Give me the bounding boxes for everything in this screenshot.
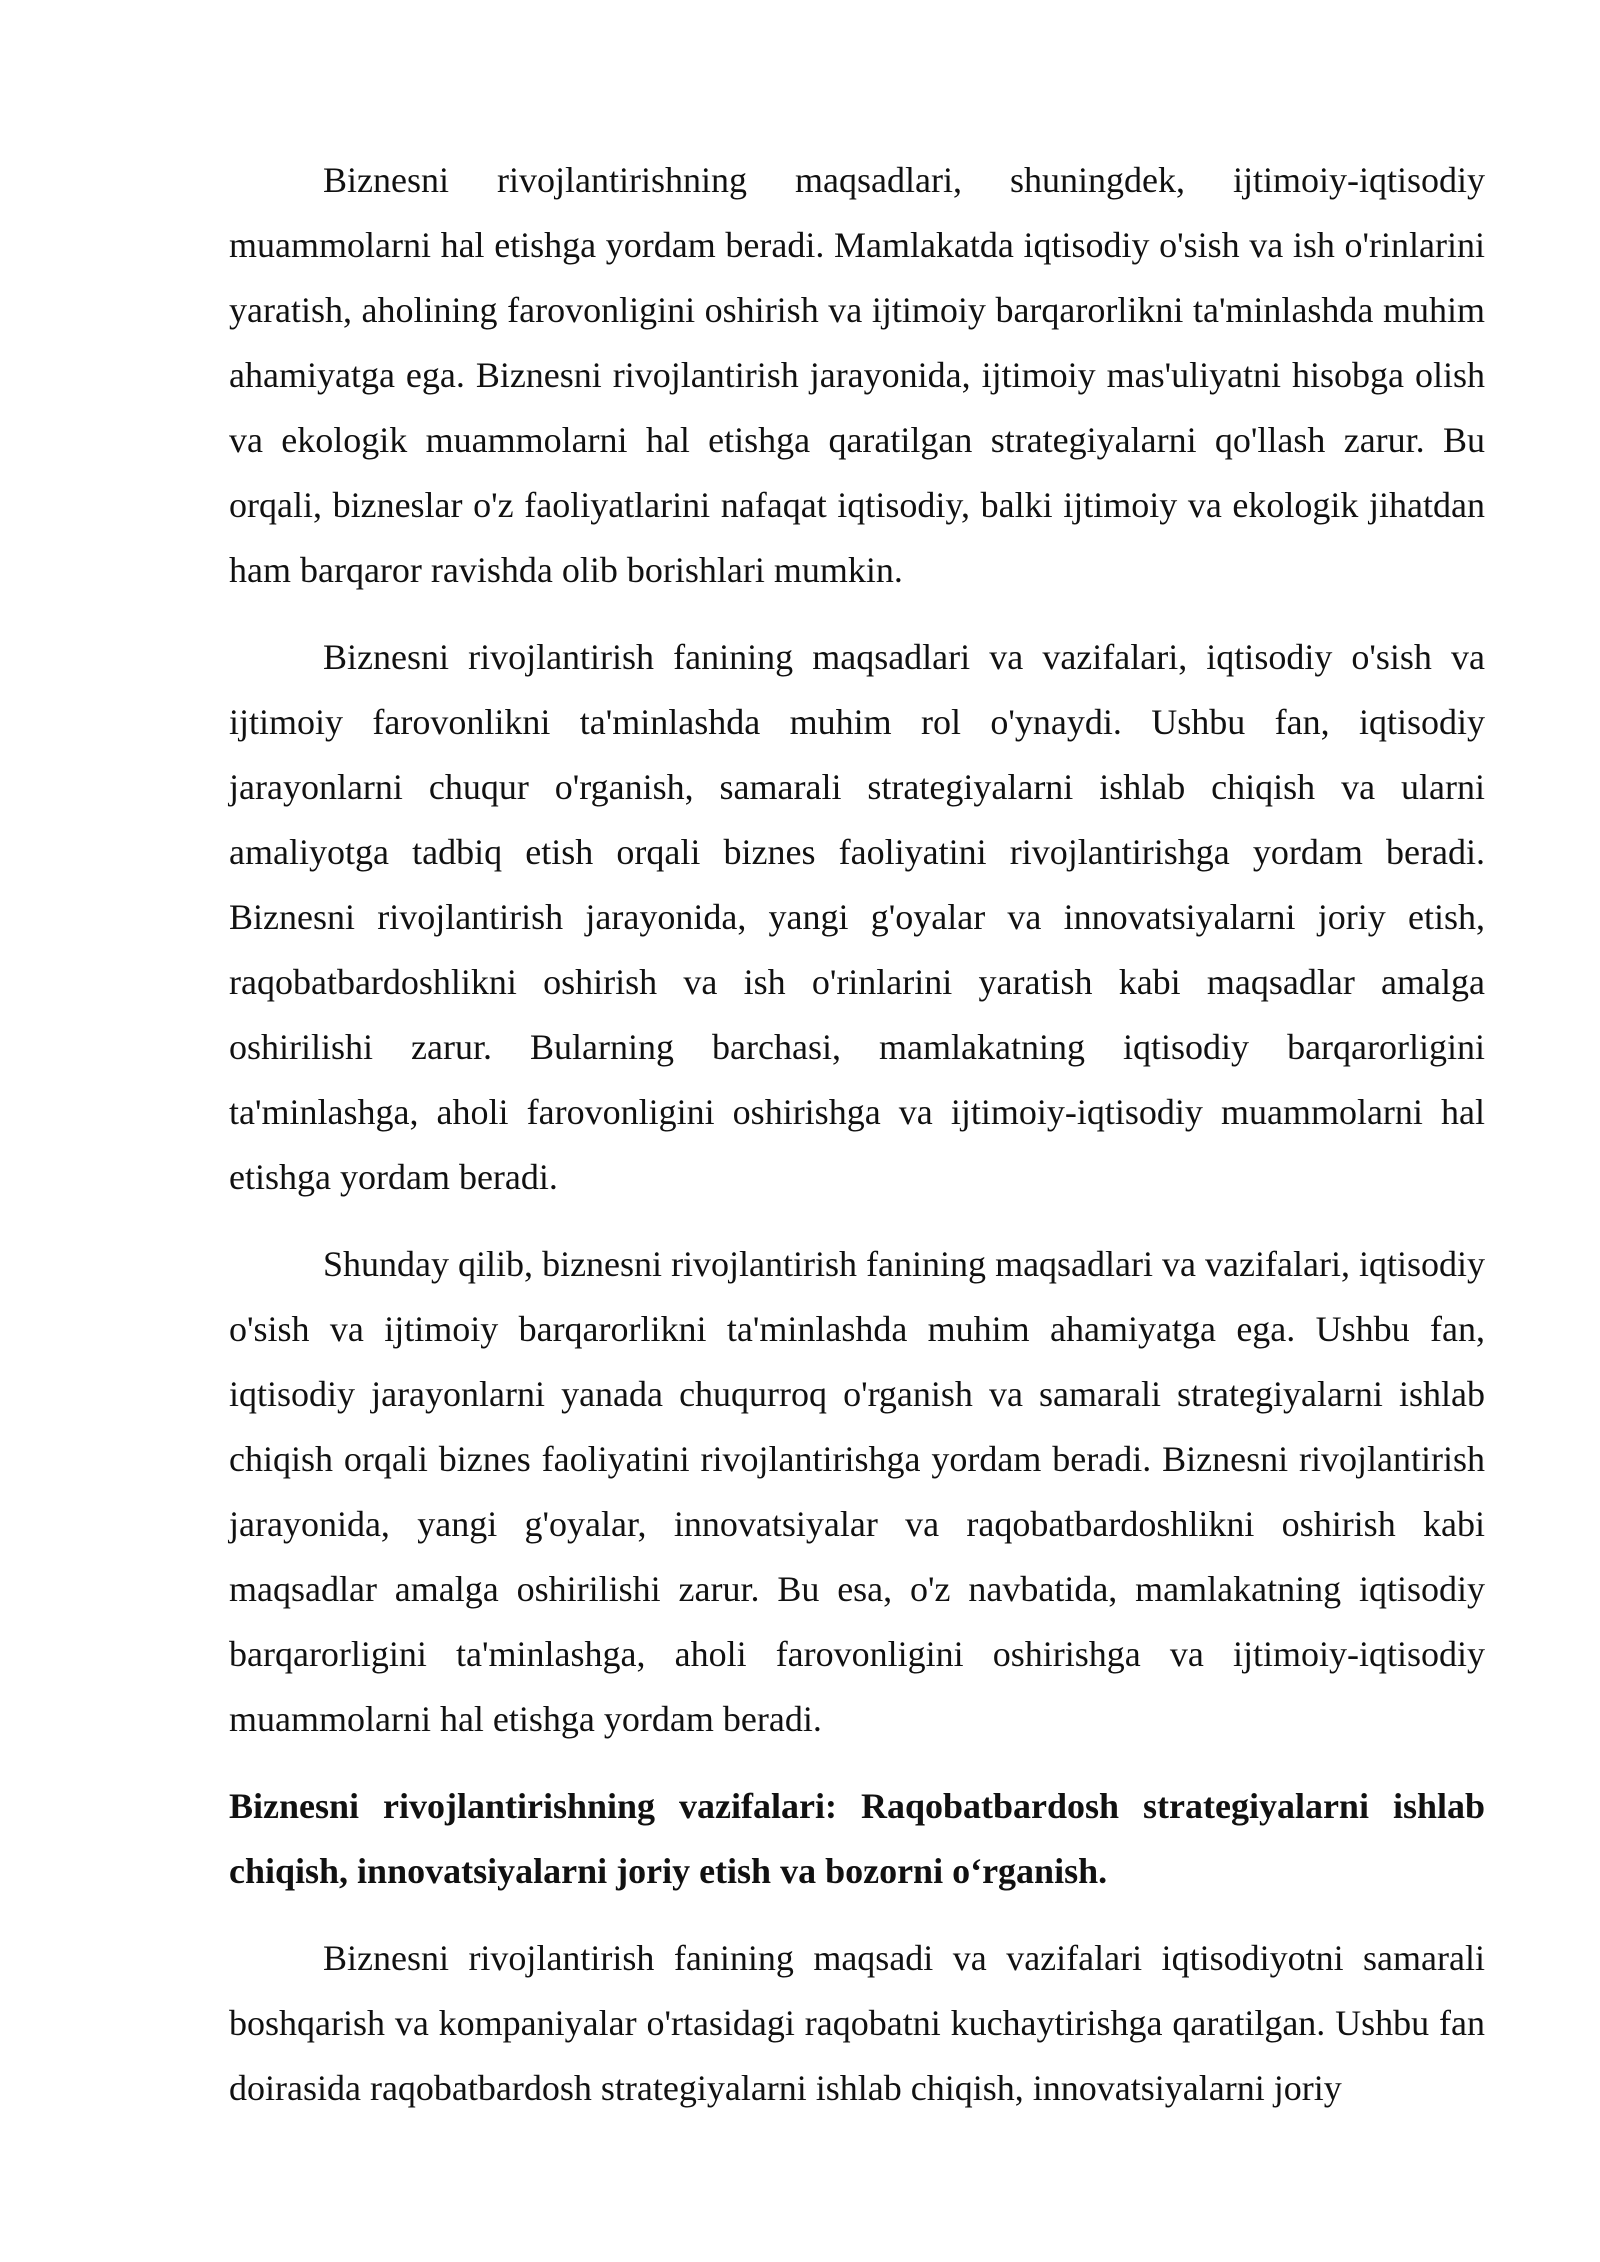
paragraph-1: Biznesni rivojlantirishning maqsadlari, shuningdek, ijtimoiy-iqtisodiy muammolarni hal etishga yordam beradi. Mamlakatda iqtisodiy o'sish va ish o'rinlarini yaratish, aholining farovonligini oshirish va ijtimoiy barqarorlikni ta'minlashda muhim ahamiyatga ega. Biznesni rivojlantirish jarayonida, ijtimoiy mas'uliyatni hisobga olish va ekologik muammolarni hal etishga qaratilgan strategiyalarni qo'llash zarur. Bu orqali, bizneslar o'z faoliyatlarini nafaqat iqtisodiy, balki ijtimoiy va ekologik jihatdan ham barqaror ravishda olib borishlari mumkin. (229, 160, 1485, 590)
paragraph-3: Shunday qilib, biznesni rivojlantirish fanining maqsadlari va vazifalari, iqtisodiy o'sish va ijtimoiy barqarorlikni ta'minlashda muhim ahamiyatga ega. Ushbu fan, iqtisodiy jarayonlarni yanada chuqurroq o'rganish va samarali strategiyalarni ishlab chiqish orqali biznes faoliyatini rivojlantirishga yordam beradi. Biznesni rivojlantirish jarayonida, yangi g'oyalar, innovatsiyalar va raqobatbardoshlikni oshirish kabi maqsadlar amalga oshirilishi zarur. Bu esa, o'z navbatida, mamlakatning iqtisodiy barqarorligini ta'minlashga, aholi farovonligini oshirishga va ijtimoiy-iqtisodiy muammolarni hal etishga yordam beradi. (229, 1244, 1485, 1739)
paragraph-2: Biznesni rivojlantirish fanining maqsadlari va vazifalari, iqtisodiy o'sish va ijtimoiy farovonlikni ta'minlashda muhim rol o'ynaydi. Ushbu fan, iqtisodiy jarayonlarni chuqur o'rganish, samarali strategiyalarni ishlab chiqish va ularni amaliyotga tadbiq etish orqali biznes faoliyatini rivojlantirishga yordam beradi. Biznesni rivojlantirish jarayonida, yangi g'oyalar va innovatsiyalarni joriy etish, raqobatbardoshlikni oshirish va ish o'rinlarini yaratish kabi maqsadlar amalga oshirilishi zarur. Bularning barchasi, mamlakatning iqtisodiy barqarorligini ta'minlashga, aholi farovonligini oshirishga va ijtimoiy-iqtisodiy muammolarni hal etishga yordam beradi. (229, 637, 1485, 1197)
section-heading: Biznesni rivojlantirishning vazifalari: Raqobatbardosh strategiyalarni ishlab chiqish, innovatsiyalarni joriy etish va bozorni o‘rganish. (229, 1786, 1485, 1891)
paragraph-4: Biznesni rivojlantirish fanining maqsadi va vazifalari iqtisodiyotni samarali boshqarish va kompaniyalar o'rtasidagi raqobatni kuchaytirishga qaratilgan. Ushbu fan doirasida raqobatbardosh strategiyalarni ishlab chiqish, innovatsiyalarni joriy (229, 1938, 1485, 2108)
document-page (229, 148, 1485, 2143)
